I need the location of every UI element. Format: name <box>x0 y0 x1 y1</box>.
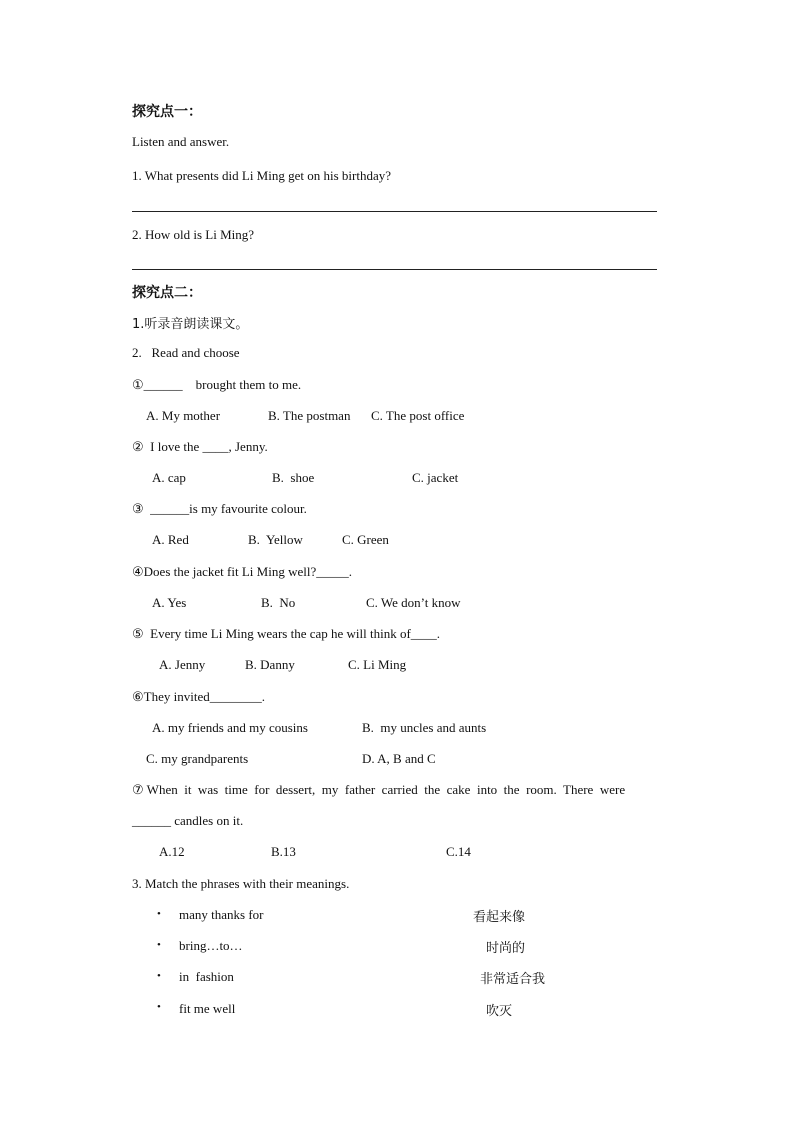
choice-q7-option-a[interactable]: A.12 <box>159 844 185 859</box>
choice-q6-option-a[interactable]: A. my friends and my cousins <box>152 720 308 735</box>
match-phrase-3[interactable]: in fashion <box>179 969 234 984</box>
match-phrase-2[interactable]: bring…to… <box>179 938 243 953</box>
task-3: 3. Match the phrases with their meanings. <box>132 876 350 891</box>
match-bullet-1: • <box>157 908 161 920</box>
choice-q7-stem-line1: ⑦ When it was time for dessert, my father carried the cake into the room. There were <box>132 782 626 797</box>
choice-q4-option-c[interactable]: C. We don’t know <box>366 595 461 610</box>
match-bullet-2: • <box>157 939 161 951</box>
choice-q7-stem-line2: ______ candles on it. <box>132 813 244 828</box>
task-1: 1.听录音朗读课文。 <box>132 317 249 332</box>
answer-line-1[interactable] <box>132 211 657 212</box>
question-2: 2. How old is Li Ming? <box>132 227 255 242</box>
choice-q7-option-c[interactable]: C.14 <box>446 844 471 859</box>
match-meaning-3[interactable]: 非常适合我 <box>480 972 546 987</box>
match-phrase-1[interactable]: many thanks for <box>179 907 264 922</box>
choice-q6-option-d[interactable]: D. A, B and C <box>362 751 436 766</box>
choice-q5-stem: ⑤ Every time Li Ming wears the cap he will think of____. <box>132 626 441 641</box>
choice-q3-option-c[interactable]: C. Green <box>342 532 389 547</box>
choice-q2-option-a[interactable]: A. cap <box>152 470 186 485</box>
choice-q3-option-a[interactable]: A. Red <box>152 532 189 547</box>
question-1: 1. What presents did Li Ming get on his birthday? <box>132 168 391 183</box>
choice-q7-option-b[interactable]: B.13 <box>271 844 296 859</box>
answer-line-2[interactable] <box>132 269 657 270</box>
choice-q2-option-c[interactable]: C. jacket <box>412 470 459 485</box>
match-meaning-2[interactable]: 时尚的 <box>486 941 526 956</box>
section1-title: 探究点一： <box>132 104 202 120</box>
match-bullet-4: • <box>157 1001 161 1013</box>
choice-q6-option-b[interactable]: B. my uncles and aunts <box>362 720 487 735</box>
choice-q5-option-b[interactable]: B. Danny <box>245 657 295 672</box>
match-meaning-4[interactable]: 吹灭 <box>486 1004 513 1019</box>
choice-q4-stem: ④Does the jacket fit Li Ming well?_____. <box>132 564 352 579</box>
choice-q1-stem: ①______ brought them to me. <box>132 377 302 392</box>
match-meaning-1[interactable]: 看起来像 <box>473 910 526 925</box>
match-bullet-3: • <box>157 970 161 982</box>
task-2: 2. Read and choose <box>132 345 240 360</box>
choice-q4-option-a[interactable]: A. Yes <box>152 595 187 610</box>
section1-instruction: Listen and answer. <box>132 134 230 149</box>
choice-q4-option-b[interactable]: B. No <box>261 595 296 610</box>
choice-q1-option-b[interactable]: B. The postman <box>268 408 351 423</box>
choice-q1-option-a[interactable]: A. My mother <box>146 408 221 423</box>
match-phrase-4[interactable]: fit me well <box>179 1001 236 1016</box>
choice-q2-stem: ② I love the ____, Jenny. <box>132 439 268 454</box>
choice-q3-option-b[interactable]: B. Yellow <box>248 532 303 547</box>
choice-q6-option-c[interactable]: C. my grandparents <box>146 751 249 766</box>
choice-q3-stem: ③ ______is my favourite colour. <box>132 501 307 516</box>
choice-q1-option-c[interactable]: C. The post office <box>371 408 465 423</box>
section2-title: 探究点二： <box>132 285 202 301</box>
choice-q6-stem: ⑥They invited________. <box>132 689 265 704</box>
choice-q5-option-c[interactable]: C. Li Ming <box>348 657 407 672</box>
choice-q5-option-a[interactable]: A. Jenny <box>159 657 206 672</box>
choice-q2-option-b[interactable]: B. shoe <box>272 470 315 485</box>
